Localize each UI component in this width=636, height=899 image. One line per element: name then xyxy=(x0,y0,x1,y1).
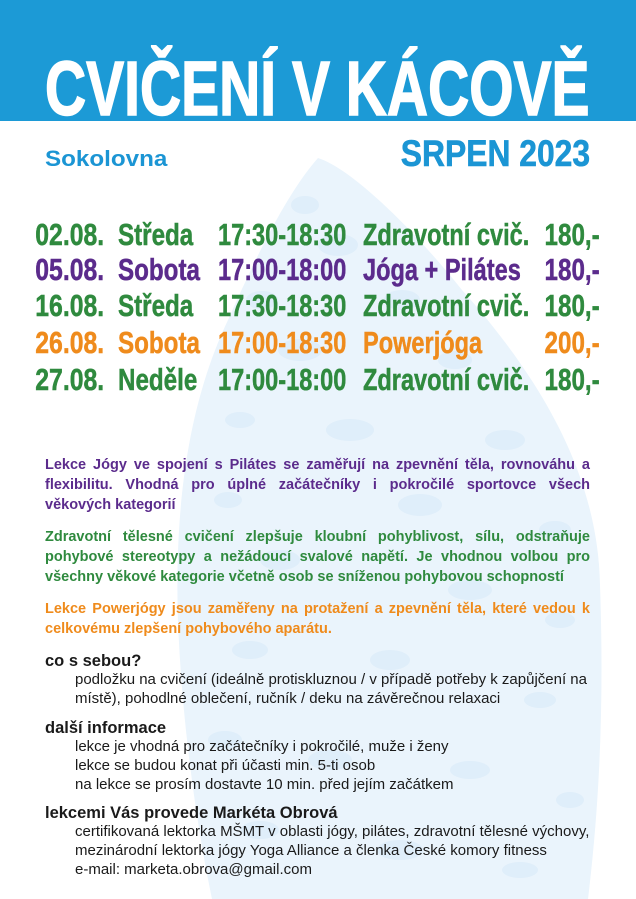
section-line: lekce se budou konat při účasti min. 5-ti osob xyxy=(75,757,376,774)
description-line: věkových kategorií xyxy=(45,497,176,513)
section-instructor xyxy=(75,822,630,879)
schedule-time: 17:30-18:30 xyxy=(218,217,347,252)
month-label: SRPEN 2023 xyxy=(400,133,590,174)
description-line: pohybové stereotypy a nežádoucí svalové napětí. Je vhodnou volbou pro xyxy=(45,549,590,565)
schedule-row xyxy=(0,362,636,398)
schedule-date: 16.08. xyxy=(35,288,104,323)
section-line: lekce je vhodná pro začátečníky i pokročilé, muže i ženy xyxy=(75,738,449,755)
section-line: místě), pohodlné oblečení, ručník / deku na závěrečnou relaxaci xyxy=(75,690,501,707)
schedule-day: Sobota xyxy=(118,252,200,287)
schedule-date: 26.08. xyxy=(35,325,104,360)
schedule-price: 180,- xyxy=(544,252,600,287)
schedule-activity: Zdravotní cvič. xyxy=(363,362,530,397)
description-line: všechny věkové kategorie včetně osob se sníženou pohybovou schopností xyxy=(45,569,564,585)
schedule-activity: Zdravotní cvič. xyxy=(363,288,530,323)
silhouette-figure xyxy=(485,430,525,450)
schedule-activity: Jóga + Pilátes xyxy=(363,252,521,287)
schedule-activity: Powerjóga xyxy=(363,325,483,360)
description-health-exercise xyxy=(45,527,590,587)
schedule-activity: Zdravotní cvič. xyxy=(363,217,530,252)
description-yoga-pilates xyxy=(45,455,590,515)
section-heading-what-to-bring: co s sebou? xyxy=(45,652,142,670)
schedule-day: Středa xyxy=(118,217,194,252)
schedule-date: 05.08. xyxy=(35,252,104,287)
schedule-price: 180,- xyxy=(544,362,600,397)
header-band xyxy=(0,0,636,132)
schedule-day: Neděle xyxy=(118,362,198,397)
silhouette-figure xyxy=(370,650,410,670)
schedule-price: 180,- xyxy=(544,288,600,323)
section-what-to-bring xyxy=(75,670,630,708)
description-powerjoga xyxy=(45,599,590,639)
venue-label: Sokolovna xyxy=(45,146,168,171)
silhouette-figure xyxy=(556,792,584,808)
section-line: podložku na cvičení (ideálně protiskluznou / v případě potřeby k zapůjčení na xyxy=(75,671,587,688)
schedule-row xyxy=(0,252,636,288)
section-line: mezinárodní lektorka jógy Yoga Alliance a členka České komory fitness xyxy=(75,842,547,859)
schedule-day: Středa xyxy=(118,288,194,323)
description-line: Lekce Powerjógy jsou zaměřeny na protažení a zpevnění těla, které vedou k xyxy=(45,601,590,617)
section-heading-instructor: lekcemi Vás provede Markéta Obrová xyxy=(45,804,338,822)
description-line: Zdravotní tělesné cvičení zlepšuje kloubní pohyblivost, sílu, odstraňuje xyxy=(45,529,590,545)
schedule-price: 180,- xyxy=(544,217,600,252)
schedule-price: 200,- xyxy=(544,325,600,360)
poster-title: CVIČENÍ V KÁCOVĚ xyxy=(45,46,590,132)
schedule-time: 17:30-18:30 xyxy=(218,288,347,323)
schedule-date: 02.08. xyxy=(35,217,104,252)
silhouette-figure xyxy=(291,196,319,214)
schedule-time: 17:00-18:00 xyxy=(218,362,347,397)
silhouette-figure xyxy=(232,641,268,659)
section-line: certifikovaná lektorka MŠMT v oblasti jógy, pilátes, zdravotní tělesné výchovy, xyxy=(75,823,590,840)
description-line: flexibilitu. Vhodná pro úplné začátečníky i pokročilé sportovce všech xyxy=(45,477,590,493)
section-more-info xyxy=(75,737,630,794)
section-line: na lekce se prosím dostavte 10 min. před jejím začátkem xyxy=(75,776,454,793)
description-line: celkovému zlepšení pohybového aparátu. xyxy=(45,621,332,637)
schedule-row xyxy=(0,325,636,361)
schedule-day: Sobota xyxy=(118,325,200,360)
schedule-date: 27.08. xyxy=(35,362,104,397)
description-line: Lekce Jógy ve spojení s Pilátes se zaměřují na zpevnění těla, rovnováhu a xyxy=(45,457,590,473)
schedule-row xyxy=(0,288,636,324)
schedule-row xyxy=(0,217,636,253)
schedule-time: 17:00-18:00 xyxy=(218,252,347,287)
silhouette-figure xyxy=(326,419,374,441)
contact-email: e-mail: marketa.obrova@gmail.com xyxy=(75,861,312,878)
silhouette-figure xyxy=(225,412,255,428)
section-heading-more-info: další informace xyxy=(45,719,167,737)
schedule-time: 17:00-18:30 xyxy=(218,325,347,360)
